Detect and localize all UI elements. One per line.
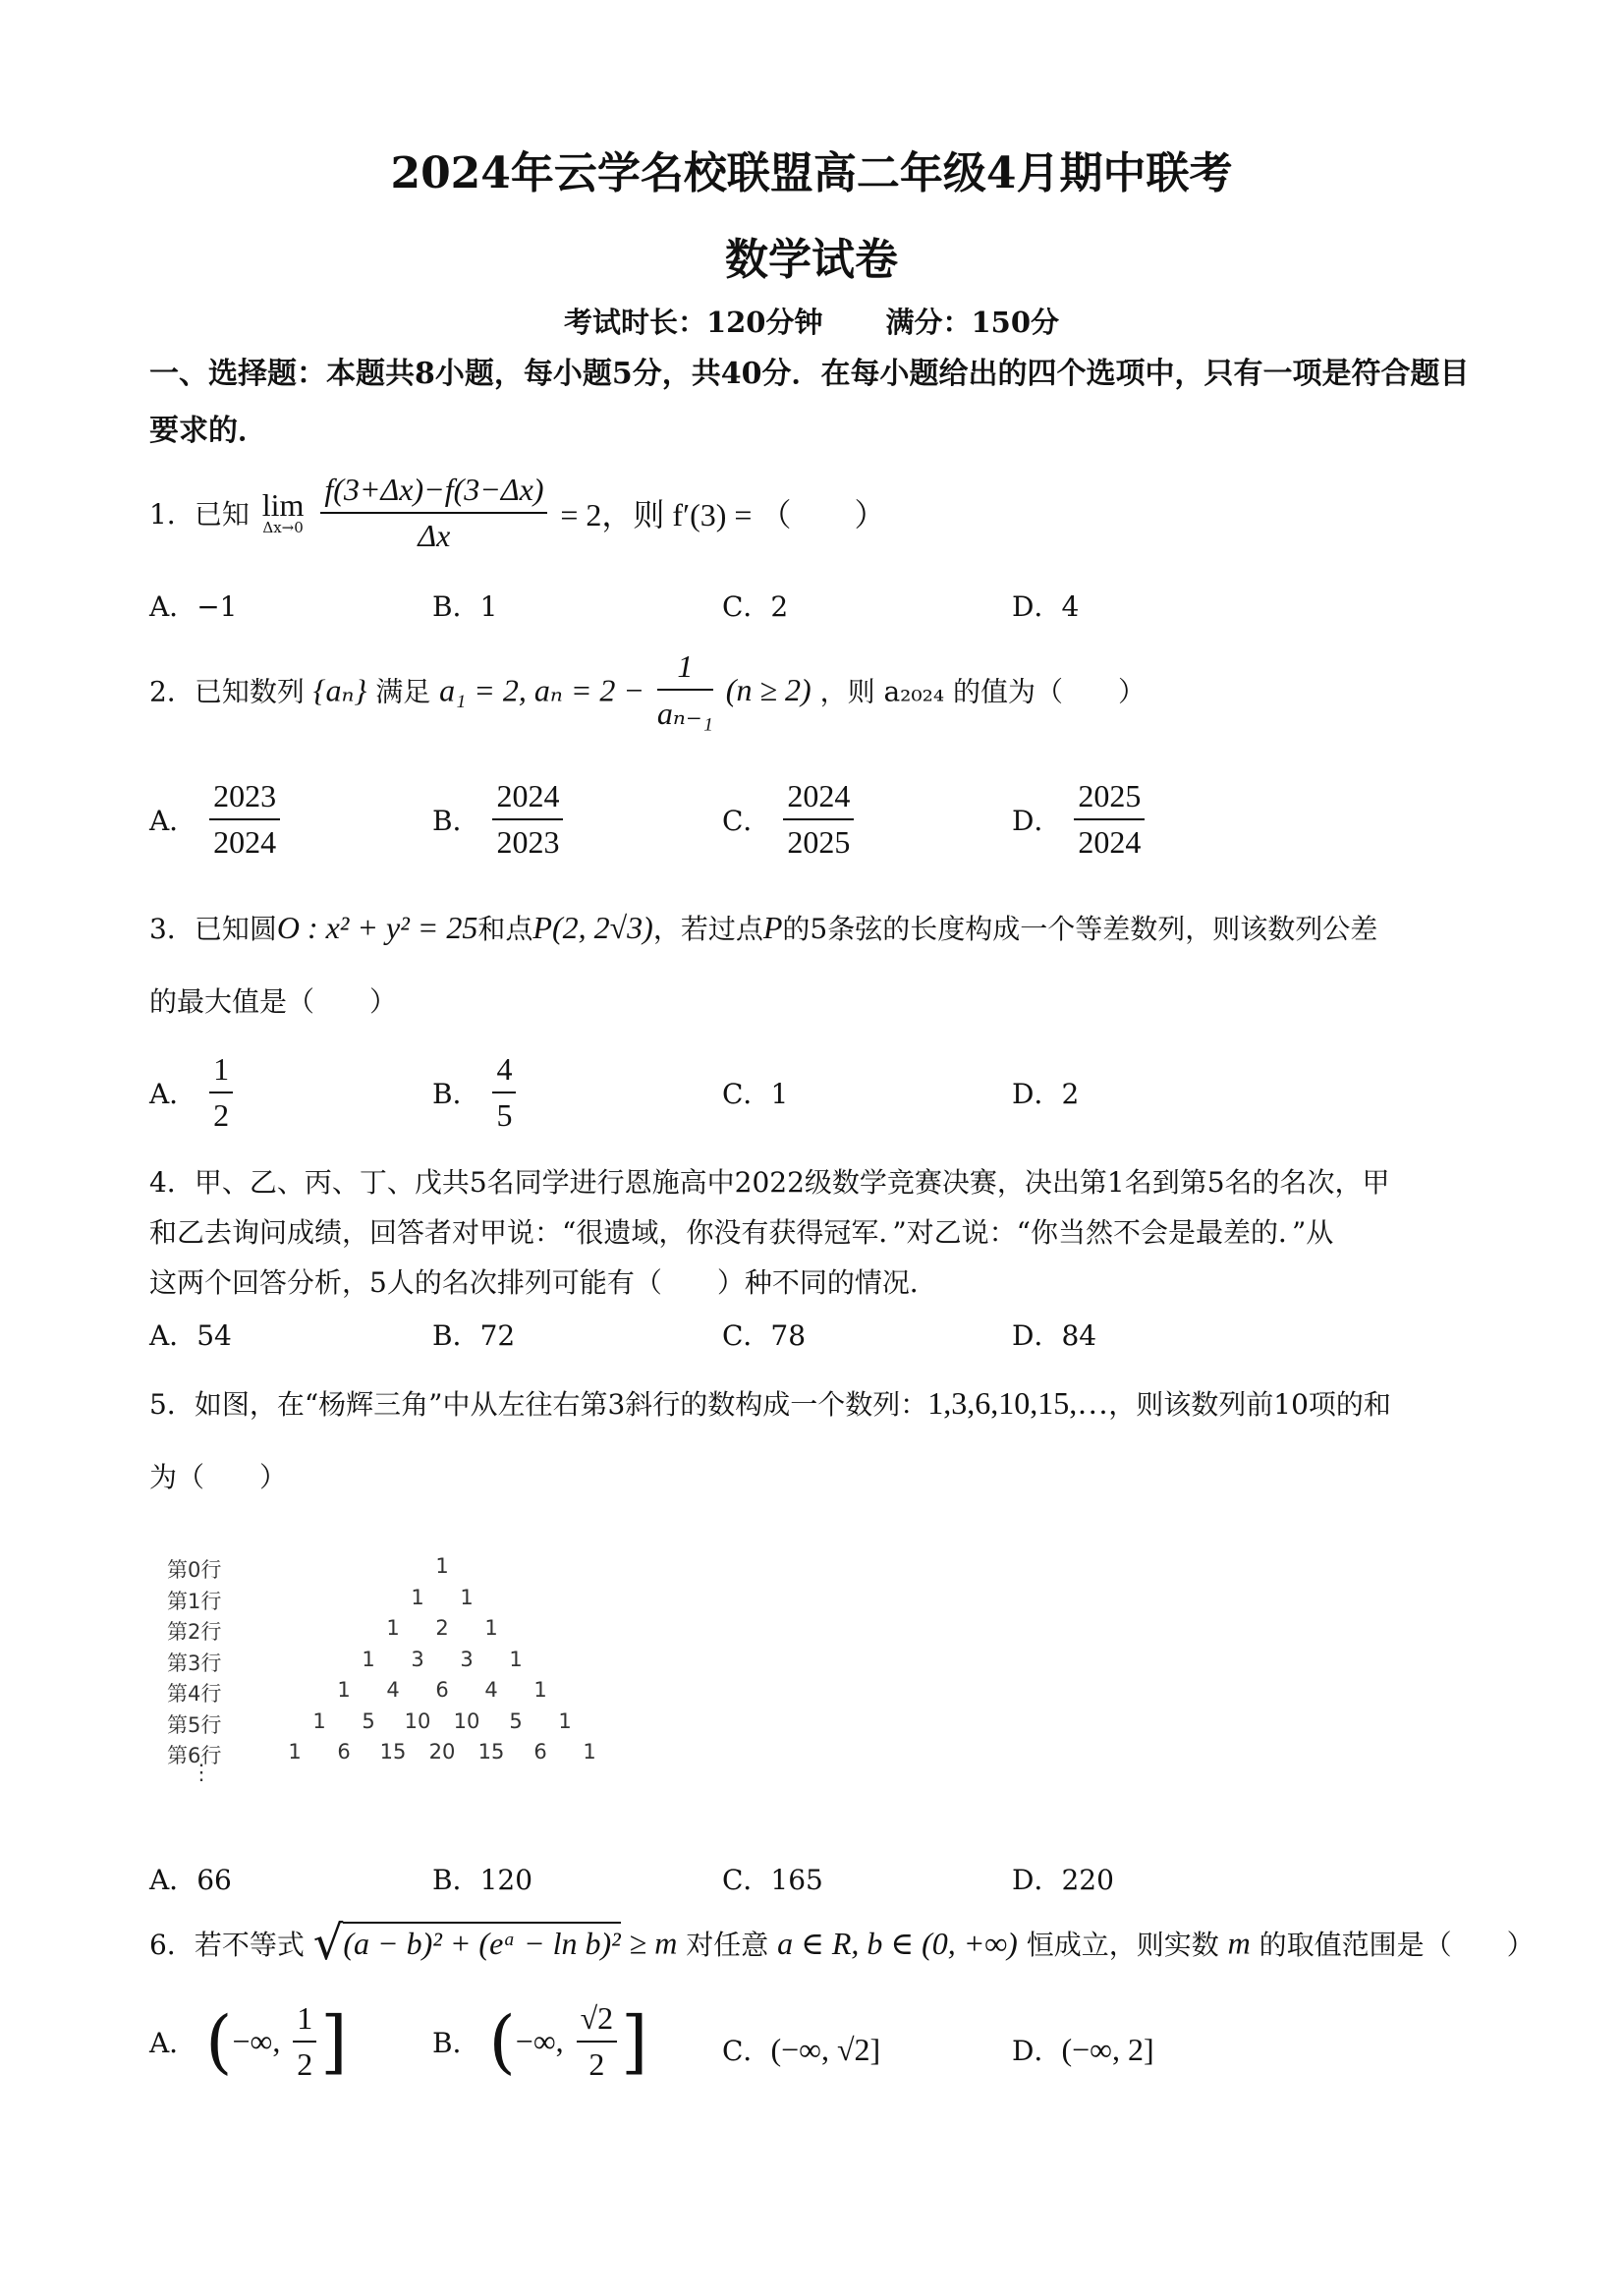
question-5-line-2: 为（ ） [149,1461,288,1493]
q6-option-c-text: (−∞, √2] [770,2032,881,2067]
q6-m: m [1227,1925,1251,1961]
q3-option-d [1012,1073,1079,1112]
triangle-number: 4 [386,1678,400,1702]
q6-b-den: 2 [588,2046,605,2082]
q1-option-d: D．4 [1012,590,1080,623]
q6-a-open-paren: ( [205,2001,233,2082]
q3-option-b-label: B． [432,1078,480,1110]
triangle-number: 6 [435,1678,449,1702]
triangle-number: 1 [411,1585,424,1609]
triangle-row-label: 第6行 [167,1744,222,1767]
q1-rest: = 2，则 f′(3) = （ ） [560,497,886,532]
q2-frac-den: aₙ₋₁ [656,696,713,731]
q6-option-d [1012,2030,1154,2069]
q2-rest: ，则 a₂₀₂₄ 的值为（ ） [819,675,1146,708]
triangle-continuation-dots: ⋮ [191,1761,212,1785]
q2-option-d-frac [1074,778,1145,861]
q2-frac-num: 1 [657,648,713,691]
q1-frac-num: f(3+Δx)−f(3−Δx) [320,472,547,514]
q6-a-close: ] [320,2001,348,2082]
q3-option-c [722,1073,788,1112]
q5-option-c: C．165 [722,1864,823,1896]
triangle-number: 1 [362,1647,375,1671]
q2-option-a [149,778,284,861]
q3-point: P(2, 2√3) [532,910,653,945]
q2-seq: {aₙ} [312,672,367,708]
q6-a-num: 1 [293,2000,316,2043]
q1-option-b: B．1 [432,590,498,623]
q6-option-b [432,2000,647,2083]
triangle-number: 1 [509,1647,523,1671]
q3-option-d-label: D． [1012,1078,1062,1110]
exam-title: 2024年云学名校联盟高二年级4月期中联考 [390,148,1233,198]
question-5-line-1 [149,1383,1391,1423]
q6-num: 6．若不等式 [149,1929,305,1961]
triangle-row-label: 第5行 [167,1712,222,1737]
q6-mid: 对任意 [686,1929,769,1961]
q1-fraction [320,472,547,554]
q2-a-num: 2023 [209,778,280,820]
q2-option-d-label: D． [1012,805,1062,837]
triangle-number: 6 [337,1740,351,1764]
q6-option-d-label: D． [1012,2035,1062,2067]
q2-num: 2．已知数列 [149,675,305,708]
q3-option-d-text: 2 [1061,1078,1080,1110]
q1-num: 1．已知 [149,498,250,531]
triangle-number: 1 [435,1554,449,1578]
q3-b-num: 4 [492,1051,516,1093]
exam-score: 满分：150分 [885,306,1060,339]
q2-cond-tail: (n ≥ 2) [725,672,812,707]
q3-text-c: ，若过点 [652,913,763,945]
triangle-number: 1 [460,1585,474,1609]
q6-option-b-label: B． [432,2027,480,2059]
q2-option-a-label: A． [149,805,197,837]
q3-text-a: 3．已知圆 [149,913,277,945]
q5-option-d: D．220 [1012,1864,1114,1896]
q2-a-den: 2024 [213,824,277,860]
triangle-number: 10 [404,1708,431,1733]
question-6 [149,1916,1535,1971]
q2-option-b [432,778,567,861]
question-2 [149,648,1146,732]
q3-a-den: 2 [213,1097,230,1133]
triangle-row-label: 第4行 [167,1682,222,1706]
q2-option-c [722,778,858,861]
q3-option-c-text: 1 [770,1078,789,1110]
q6-option-a [149,2000,348,2083]
q5-option-b: B．120 [432,1864,533,1896]
exam-subtitle: 数学试卷 [725,235,898,285]
triangle-number: 2 [435,1616,449,1640]
q2-c-den: 2025 [787,824,851,860]
q5-text-a: 5．如图，在“杨辉三角”中从左往右第3斜行的数构成一个数列： [149,1388,928,1421]
q6-b-pre: −∞, [515,2023,564,2059]
exam-meta [0,301,1623,341]
triangle-number: 20 [428,1740,456,1764]
q6-b-close: ] [621,2001,648,2082]
q3-p: P [762,910,783,945]
q2-cond-text: 满足 [375,675,431,708]
section-heading: 一、选择题：本题共8小题，每小题5分，共40分．在每小题给出的四个选项中，只有一项是符合题目要求的． [149,357,1470,448]
sqrt-icon: √ [312,1916,344,1971]
q6-tail: 恒成立，则实数 [1026,1929,1219,1961]
q3-option-b-frac [492,1051,516,1134]
question-3-line-1 [149,908,1377,947]
triangle-number: 1 [312,1708,326,1733]
triangle-number: 1 [288,1740,302,1764]
q3-option-b [432,1051,520,1134]
q2-c-num: 2024 [783,778,854,820]
q6-b-num: √2 [577,2000,618,2043]
q3-option-c-label: C． [722,1078,771,1110]
q1-lim-sub: Δx→0 [262,519,304,536]
question-4-line-3: 这两个回答分析，5人的名次排列可能有（ ）种不同的情况． [149,1266,937,1299]
q2-cond: a₁ = 2, aₙ = 2 − [439,672,644,708]
q5-text-b: ，则该数列前10项的和 [1108,1388,1391,1421]
q2-b-num: 2024 [492,778,563,820]
q2-d-den: 2024 [1078,824,1142,860]
q4-option-b: B．72 [432,1319,516,1352]
triangle-row-label: 第3行 [167,1651,222,1675]
triangle-number: 1 [583,1740,596,1764]
q1-lim: lim [261,487,305,523]
q3-option-a-label: A． [149,1078,197,1110]
triangle-number: 4 [484,1678,498,1702]
triangle-row-label: 第2行 [167,1620,222,1644]
q3-text-b: 和点 [477,913,533,945]
q5-seq: 1,3,6,10,15,… [927,1385,1109,1421]
triangle-number: 5 [509,1708,523,1733]
q5-option-a: A．66 [149,1864,232,1896]
q6-option-c-label: C． [722,2035,771,2067]
q1-option-a: A．−1 [149,590,238,623]
question-3-line-2: 的最大值是（ ） [149,985,398,1018]
triangle-number: 3 [460,1647,474,1671]
triangle-number: 1 [533,1678,547,1702]
q6-option-c [722,2030,880,2069]
q4-option-d: D．84 [1012,1319,1097,1352]
q1-option-c: C．2 [722,590,789,623]
q2-d-num: 2025 [1074,778,1145,820]
q6-option-a-frac [293,2000,316,2083]
triangle-number: 3 [411,1647,424,1671]
triangle-number: 1 [386,1616,400,1640]
triangle-number: 15 [477,1740,505,1764]
q1-limit [261,487,305,536]
triangle-row-label: 第1行 [167,1589,222,1613]
q6-option-d-text: (−∞, 2] [1061,2032,1154,2067]
triangle-number: 6 [533,1740,547,1764]
q6-end: 的取值范围是（ ） [1259,1929,1535,1961]
q6-option-b-frac [577,2000,618,2083]
q3-circle: O : x² + y² = 25 [276,910,478,945]
q2-option-c-frac [783,778,854,861]
q4-option-a: A．54 [149,1319,232,1352]
q1-frac-den: Δx [418,518,451,553]
triangle-number: 1 [337,1678,351,1702]
q3-a-num: 1 [209,1051,233,1093]
q2-option-b-label: B． [432,805,480,837]
question-4-line-1: 4．甲、乙、丙、丁、戊共5名同学进行恩施高中2022级数学竞赛决赛，决出第1名到第5名的名次，甲 [149,1166,1390,1199]
q2-option-c-label: C． [722,805,771,837]
triangle-number: 1 [558,1708,572,1733]
q3-b-den: 5 [496,1097,513,1133]
triangle-number: 15 [379,1740,407,1764]
triangle-number: 10 [453,1708,480,1733]
q6-option-a-label: A． [149,2027,197,2059]
q3-option-a-frac [209,1051,233,1134]
question-4-line-2: 和乙去询问成绩，回答者对甲说：“很遗域，你没有获得冠军．”对乙说：“你当然不会是最差的．”从 [149,1216,1334,1249]
q6-a-den: 2 [297,2046,313,2082]
triangle-number: 1 [484,1616,498,1640]
q6-b-open-paren: ( [488,2001,516,2082]
triangle-number: 5 [362,1708,375,1733]
q3-option-a [149,1051,237,1134]
q6-domain: a ∈ R, b ∈ (0, +∞) [777,1926,1018,1961]
q6-expr: (a − b)² + (eᵃ − ln b)² [343,1922,620,1961]
q2-option-d [1012,778,1148,861]
q6-a-pre: −∞, [232,2023,281,2059]
q2-b-den: 2023 [496,824,560,860]
q3-text-d: 的5条弦的长度构成一个等差数列，则该数列公差 [782,913,1378,945]
q6-ineq: ≥ m [629,1925,678,1961]
q2-fraction [657,648,713,732]
q4-option-c: C．78 [722,1319,807,1352]
question-1 [149,472,885,554]
q2-option-a-frac [209,778,280,861]
exam-duration: 考试时长：120分钟 [563,306,823,339]
q2-option-b-frac [492,778,563,861]
triangle-row-label: 第0行 [167,1558,222,1582]
